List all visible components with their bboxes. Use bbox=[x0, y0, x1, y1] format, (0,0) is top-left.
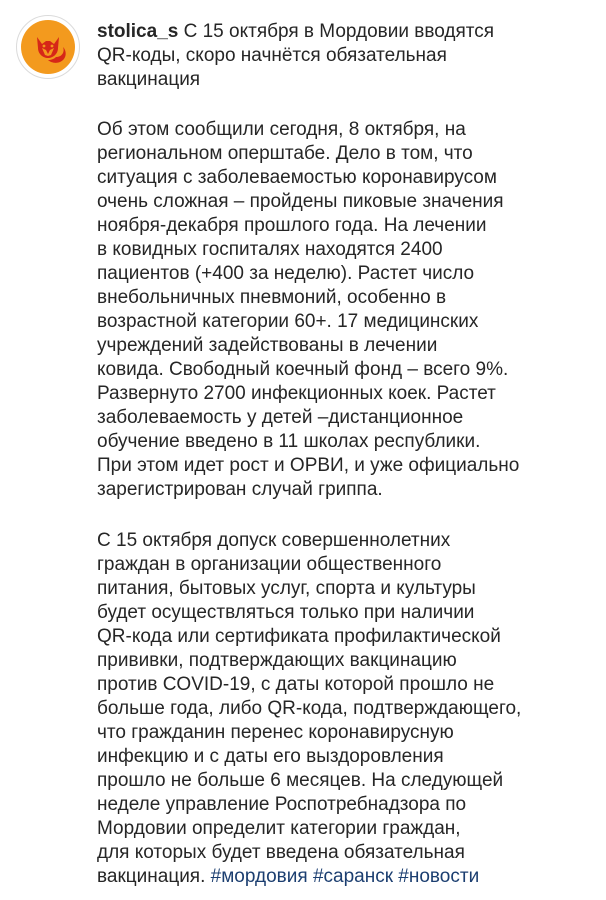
caption-paragraph-1-line: возрастной категории 60+. 17 медицинских bbox=[97, 311, 479, 332]
caption-heading-text bbox=[184, 21, 494, 42]
caption-paragraph-2-line: Мордовии определит категории граждан, bbox=[97, 818, 461, 839]
caption-paragraph-1-line: Об этом сообщили сегодня, 8 октября, на bbox=[97, 119, 466, 140]
caption-paragraph-1-line: пациентов (+400 за неделю). Растет число bbox=[97, 263, 475, 284]
caption-paragraph-2-line: что гражданин перенес коронавирусную bbox=[97, 722, 454, 743]
caption-paragraph-2-line: против COVID-19, с даты которой прошло не bbox=[97, 674, 495, 695]
caption-paragraph-2-line: инфекцию и с даты его выздоровления bbox=[97, 746, 444, 767]
caption-paragraph-2-line: прошло не больше 6 месяцев. На следующей bbox=[97, 770, 504, 791]
caption-heading-line: вакцинация bbox=[97, 69, 201, 90]
caption-paragraph-2 bbox=[97, 529, 602, 865]
caption-paragraph-2-line: питания, бытовых услуг, спорта и культуры bbox=[97, 578, 476, 599]
hashtag-mordovia[interactable]: #мордовия bbox=[210, 866, 308, 887]
caption-heading-line bbox=[97, 20, 602, 44]
caption-last-line bbox=[97, 865, 602, 889]
caption-paragraph-1-line: региональном оперштабе. Дело в том, что bbox=[97, 143, 473, 164]
caption-paragraph-1-line: внебольничных пневмоний, особенно в bbox=[97, 287, 447, 308]
caption-paragraph-2-line: будет осуществляться только при наличии bbox=[97, 602, 475, 623]
avatar[interactable] bbox=[16, 15, 80, 79]
caption-paragraph-2-line: граждан в организации общественного bbox=[97, 554, 442, 575]
hashtag-saransk[interactable]: #саранск bbox=[312, 866, 394, 887]
caption-paragraph-2-line: С 15 октября допуск совершеннолетних bbox=[97, 530, 451, 551]
caption-paragraph-1-line: При этом идет рост и ОРВИ, и уже официально bbox=[97, 455, 520, 476]
caption-paragraph-1-line: заболеваемость у детей –дистанционное bbox=[97, 407, 464, 428]
caption-paragraph-1-line: ноября-декабря прошлого года. На лечении bbox=[97, 215, 487, 236]
caption-paragraph-1-line: зарегистрирован случай гриппа. bbox=[97, 479, 383, 500]
caption-paragraph-2-line: больше года, либо QR-кода, подтверждающего, bbox=[97, 698, 522, 719]
caption-paragraph-1-line: ковида. Свободный коечный фонд – всего 9%. bbox=[97, 359, 509, 380]
caption-paragraph-2-line: для которых будет введена обязательная bbox=[97, 842, 465, 863]
caption-paragraph-1 bbox=[97, 118, 602, 502]
caption-paragraph-2-line: неделе управление Роспотребнадзора по bbox=[97, 794, 467, 815]
hashtag-novosti[interactable]: #новости bbox=[398, 866, 480, 887]
caption-paragraph-2-line: прививки, подтверждающих вакцинацию bbox=[97, 650, 457, 671]
caption-paragraph-1-line: обучение введено в 11 школах республики. bbox=[97, 431, 481, 452]
caption-last-line-text: вакцинация. bbox=[97, 866, 206, 887]
caption-paragraph-1-line: в ковидных госпиталях находятся 2400 bbox=[97, 239, 443, 260]
post-caption bbox=[97, 20, 602, 889]
caption-heading-line: QR-коды, скоро начнётся обязательная bbox=[97, 45, 447, 66]
caption-paragraph-1-line: учреждений задействованы в лечении bbox=[97, 335, 438, 356]
caption-paragraph-1-line: Развернуто 2700 инфекционных коек. Растет bbox=[97, 383, 496, 404]
caption-heading-rest bbox=[97, 44, 602, 92]
caption-heading-first: С 15 октября в Мордовии вводятся bbox=[183, 21, 495, 42]
caption-paragraph-1-line: очень сложная – пройдены пиковые значения bbox=[97, 191, 504, 212]
caption-paragraph-1-line: ситуация с заболеваемостью коронавирусом bbox=[97, 167, 497, 188]
caption-paragraph-2-line: QR-кода или сертификата профилактической bbox=[97, 626, 501, 647]
username-link[interactable]: stolica_s bbox=[97, 21, 179, 42]
fox-logo-icon bbox=[20, 19, 76, 75]
